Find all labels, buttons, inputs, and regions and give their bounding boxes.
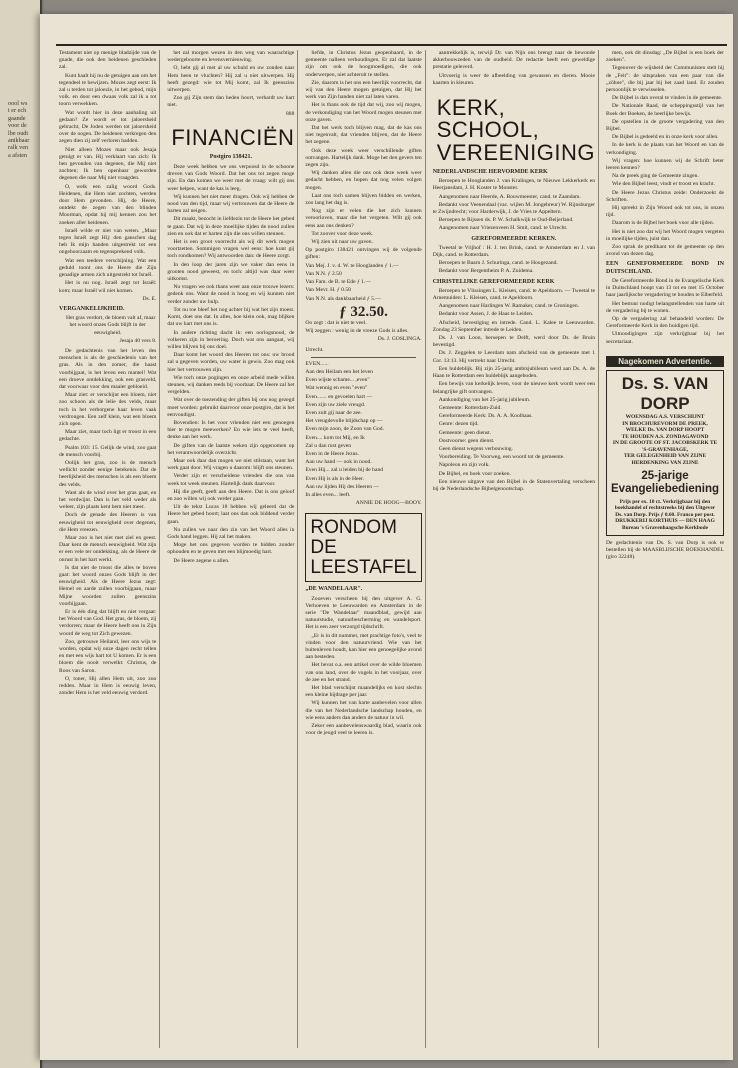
paragraph: Na de preek ging de Gemeente zingen. (612, 173, 699, 180)
paragraph: Beroepen te Rijssen ds. P. W. Schalkwijk te Oud-Beijerland. (438, 217, 574, 224)
ad-line: IN DE GROOTE OF ST. JACOBSKERK TE 'S-GRAVENHAGE, (612, 440, 718, 453)
rondom-de-leestafel-box (305, 513, 421, 582)
paragraph: Geen dienst wegens verbouwing. (438, 445, 513, 452)
box-title-line-1: RONDOM (310, 517, 397, 539)
column-3-sign: Ds. J. GOSLINGA. (377, 336, 422, 343)
previous-page-line: oool ws (8, 100, 28, 107)
paragraph: Wij vragen: hoe kunnen wij de Schrift beter leeren kennen? (606, 157, 724, 172)
column-3 (302, 50, 425, 1048)
colofon-text: De gedachtenis van Ds. S. van Dorp is ook te bestellen bij de MAASBLIJSCHE BOEKHANDEL (giro 32248). (606, 539, 724, 561)
paragraph: Daar komt het woord des Heeren tot ons: uw brood zal u gegeven worden, uw water is gewis. Zoo mag ook hier het vertrouwen zijn. (167, 352, 295, 373)
paragraph: Maar zoo is het niet met ziel en geest. Daar kent de mensch eeuwigheid. Wat zijn er een vele ter ontdekking, als de Heere de onrust in het hart werkt. (59, 535, 157, 563)
ad-footer (611, 499, 719, 532)
poem-line: Aan den Heilam een het leven (305, 368, 373, 375)
paragraph: Een bewijs van kerkelijk leven, voor de nieuwe kerk wordt weer een belangrijke gift ontvangen. (432, 381, 595, 395)
paragraph: Daarom is de Bijbel het boek voor alle tijden. (612, 220, 715, 227)
paragraph: In de kerk is de plaats van het Woord en van de verkondiging. (606, 142, 724, 156)
column-2 (164, 50, 298, 1048)
poem-line: Even Hij is als in de Heer. (305, 475, 364, 482)
ad-line: TE HOUDEN A.S. ZONDAGAVOND (621, 433, 709, 440)
previous-page-edge (0, 0, 42, 1068)
poem-line: Wat wennig en even "even" (305, 385, 368, 392)
paragraph: Tegenover de wijsheid der Communisten stelt hij de „Feit": de uitspraken van een paar van die „zöhne", die bij jaar bij het zaad land. Er zouden persoonlijk te verwisselen. (606, 65, 724, 94)
paragraph: Gereformeerde Kerk: Ds. A. A. Koolhaas. (438, 413, 533, 420)
ad-line: IN BROCHUREVORM DE PREEK, (622, 420, 708, 427)
column-3-paragraphs (305, 50, 421, 246)
paragraph: In andere richting dacht ik: een oorlogsnood, de volkeren zijn in beroering. Doch wat ons aangaat, wij willen blijven bij ons doel. (167, 329, 295, 350)
ad-footer-line: DRUKKERIJ KORTHUIS — DEN HAAG (615, 518, 715, 525)
paragraph: Er is één ding dat blijft en niet vergaat: het Woord van God. Het gras, de bloem, zij verdorren; maar de Heere heeft ons in Zijn woord de weg tot Zich gewezen. (59, 609, 157, 637)
paragraph: Uitvoerig is weer de afbeelding van gewassen en dieren. Mooie kaarten in kleuren. (432, 72, 595, 86)
gift-line: Van Fam. de B. te Ede ƒ 1.— (305, 279, 371, 286)
paragraph: Wat een teedere verschijning. Wat een geduld toont ons de Heere die Zijn genadige armen zich uitgestrekt tot Israël. (59, 257, 157, 279)
paragraph: Wij kunnen het van harte aanbevelen voor allen die van het Nederlandsche landschap houden, en wie eens anders dan anders de natuur in wil. (305, 700, 422, 721)
paragraph: Israël wilde er niet van weten. „Maar tegen Israël zegt Hij: den ganschen dag heb Ik mijn handen uitgestrekt tot een ongehoorzaam en tegensprekend volk. (59, 227, 157, 256)
columns (56, 50, 727, 1048)
paragraph: De giften van de laatste weken zijn opgenomen op het verantwoordelijk overzicht. (167, 442, 295, 456)
paragraph: Psalm 103: 15. Gelijk de wind, zoo gaat de mensch voorbij. (59, 444, 157, 458)
poem-line: Even wijste schame... ,even" (305, 377, 370, 384)
paragraph: Bedankt voor Bergentheim P. A. Zuidema. (438, 268, 534, 275)
paragraph: De gedachtenis van het leven des menschen is als de geschiedenis van het gras. Als in den zomer, die haast voorbijgaat, is het leven een mantel! Wat een droeve ontdekking, ook een grasveld, dat voorwaar voor den maaier gebloeid. (59, 347, 157, 390)
paragraph: Zoo, getrouwe Heiland, leer ons wijs te worden, opdat wij onze dagen recht tellen en met een wijs hart tot U komen. Er is een bloem die nooit verwelkt: Christus, de Roos van Saron. (59, 638, 157, 674)
ad-lines (611, 414, 719, 467)
paragraph: Wij zien uit naar uw gaven. (311, 239, 373, 246)
paragraph: Het is niet zoo dat wij het Woord mogen vergeten in moeilijke tijden, juist dan. (606, 228, 724, 242)
paragraph: Tot zoover voor deze week. (311, 230, 374, 237)
paragraph: Wie toch onze pogingen en onze arbeid mede willen steunen, wij danken reeds bij voorbaat. De Heere zal het vergelden. (167, 374, 295, 396)
previous-page-column (0, 0, 40, 159)
paragraph: liefde, in Christus Jezus geopenbaard, in de gemeente nalleen verhoudingen. Er zal dat laatste zijn om ook de hoogmoedigen, die ook onderwerpen, niet achteruit te stellen. (305, 50, 422, 78)
previous-page-line: anikbaar (8, 137, 30, 145)
column-4-top-paragraphs (433, 50, 595, 87)
paragraph: Beroepen te Vlissingen L. Kleisen, cand. te Apeldoorn. — Tweetal te Arnemuiden: L. Kleisen, cand. te Apeldoorn. (432, 287, 595, 302)
paragraph: Laat ons toch samen blijven bidden en werken, zoo lang het dag is. (305, 192, 422, 207)
paragraph: Het is een groot voorrecht als wij dit werk mogen voortzetten. Sommigen vragen wel eens: hoe kunt gij toch rondkomen? Wij antwoorden dan: de Heere zorgt. (167, 239, 295, 260)
ad-line: WELKE Ds. VAN DORP HOOPT (625, 427, 705, 434)
paragraph: Nu zullen we naar den zin van het Woord alles in Gods hand leggen. Hij zal het maken. (167, 526, 295, 540)
paragraph: Maar ziet: er verschijnt een bloem, niet zoo schoon als de lelie des velds, maar toch in het verborgene haar leven vaak verdrongen. Een zelf klein, wat een bloem zich open. (59, 392, 157, 427)
ad-footer-line: Prijs per ex. 10 ct. Verkrijgbaar bij den boekhandel of rechtstreeks bij den Uitgever Ds. van Dorp. Prijs ƒ 0.60. Franco per post. (614, 498, 716, 518)
poem-reference: Jesaja 40 vers 8. (119, 337, 157, 344)
paragraph: Hij die geeft, geeft aan den Heere. Dat is ons geloof en zoo willen wij ook verder gaan. (167, 488, 295, 502)
poem-line: Even Hij... zal u leiden bij de hand (305, 467, 384, 474)
subhead-gereformeerde-bond: EEN GENEFORMEERDE BOND IN DUITSCHLAND. (606, 261, 724, 275)
ad-name: Ds. S. VAN DORP (621, 373, 709, 413)
paragraph: Uitnoodigingen zijn verkrijgbaar bij het secretariaat. (606, 331, 724, 345)
paragraph: Aangenomen naar Vriezenveen H. Smit, cand. te Utrecht. (438, 225, 568, 232)
paragraph: De Heere zegene u allen. (173, 557, 230, 564)
ad-line: WOENSDAG A.S. VERSCHIJNT (625, 413, 705, 420)
section-title-vergankelijkheid: VERGANKELIJKHEID. (59, 305, 125, 312)
previous-page-line: ralk ven (8, 144, 29, 152)
paragraph: De Bijbel, en boek voor zoeken. (438, 470, 511, 477)
paragraph: Nu vragen we ook thans weer aan onze trouwe lezers: gedenk ons. Want de nood is hoog en wij kunnen niet verder zonder uw hulp. (167, 284, 295, 305)
paragraph: De Heere Jezus Christus zeide: Onderzoekt de Schriften. (606, 189, 724, 203)
paragraph: Ds. J. van Loon, beroepen te Delft, werd door Ds. de Bruin bevestigd. (432, 335, 595, 349)
paragraph: Dat het werk toch blijven mag, dat de kas ons niet tegenvalt, dat vrienden blijven, dat de Heere het zegene. (305, 125, 422, 146)
paragraph: Oolijk het gras, zoo is de mensch wellicht zonder eenige betekenis. Dat de heerlijkheid des menschen is als een bloem des velds. (59, 459, 157, 488)
column-5-paragraphs-2 (606, 278, 724, 346)
paragraph: Voorbereiding. Te Voorweg, een woord tot de gemeente. (438, 454, 565, 461)
paragraph: Het blad verschijnt maandelijks en kost slechts een kleine bijdrage per jaar. (305, 685, 422, 699)
paragraph: Hij spreekt in Zijn Woord ook tot ons, in onzen tijd. (606, 205, 724, 219)
paragraph: O, hebt gij al met al uw schuld en uw zonden naar Hem heen te vluchten? Hij zal u niet uitwerpen. Hij heeft gezegd: wie tot Mij komt, zal Ik geenszins uitwerpen. (167, 65, 295, 94)
paragraph: De Bijbel is gedeeld en in onze kerk voor allen. (612, 134, 719, 141)
poem-sign: ANNIE DE HOOG—BOOY. (355, 500, 422, 507)
paragraph: Wie den Bijbel leest, vindt er troost en kracht. (612, 181, 715, 188)
paragraph: O, toner, Hij allen Hem uit, zoo zoo redden. Maar in Hem is eeuwig leven, zonder Hem is het veld eeuwig verdord. (59, 675, 157, 697)
subhead-gereformeerde-kerken: GEREFORMEERDE KERKEN. (471, 235, 557, 242)
paragraph: het zal morgen wezen in den weg van waarachtige wedergeboorte en levensvernieuwing. (167, 50, 295, 64)
paragraph: Wij danken allen die ons ook deze week weer gedacht hebben, en hopen dat nog velen volgen mogen. (305, 170, 422, 191)
paragraph: Zoo gij Zijn stem dan heden hoort, verhardt uw hart niet. (167, 95, 295, 109)
ad-headline: 25-jarige Evangeliebediening (611, 469, 719, 495)
giften-list (305, 263, 421, 303)
paragraph: Bedankt voor Assen, J. de Haas te Leiden. (438, 311, 534, 318)
paragraph: Nog zijn er velen die het zich kunnen veroorloven, maar die het vergeten. Wilt gij ook eens aan ons denken? (305, 208, 422, 229)
leestafel-subhead: „DE WANDELAAR". (305, 586, 363, 593)
column-1-sign: Ds. E. (142, 295, 157, 302)
advertisement-title: Nagekomen Advertentie. (606, 356, 724, 367)
column-1 (56, 50, 160, 1048)
paragraph: Het bevat o.a. een artikel over de wilde bloemen van ons land, over de vogels in het voorjaar, over de zee en het strand. (305, 662, 422, 683)
paragraph: Uit de tekst Lucas 18 hebben wij geleerd dat de Heere het gebed hoort; laat ons dan ook biddend verder gaan. (167, 504, 295, 525)
poem-line: Even....... en gevoelen hart — (305, 393, 373, 400)
column-4-section-3 (433, 288, 595, 493)
poem-quote: Het gras verdort, de bloem valt af, maar het woord onzes Gods blijft in der eeuwigheid. (66, 315, 156, 336)
ad-footer-line: Bureau 's Gravenhaagsche Kerkbode (621, 525, 708, 532)
paragraph: Wat wordt hier in deze aanhaling uit gedaan? Ze wordt er tot jaloersheid gebracht, De Joden werden tot jaloersheid over de oogen. De heidenen verkregen den zegen dien zij zelf verloren hadden. (59, 109, 157, 145)
column-2-paragraphs (167, 164, 294, 565)
paragraph: Een nieuwe uitgave van den Bijbel in de Statenvertaling verscheen bij de Nederlandsche Bijbelgenootschap. (432, 478, 595, 492)
paragraph: Beroepen te Hooglanden J. van Kralingen, te Nieuwe Lekkerkerk en Heerjansdam, J. H. Koster te Monster. (432, 178, 595, 192)
heading-kerk-school: KERK, SCHOOL, (436, 95, 540, 143)
column-3-sign-place: Utrecht. (305, 346, 324, 353)
poem-even (305, 361, 421, 499)
subhead-christelijke-gereformeerde-kerk: CHRISTELIJKE GEREFORMEERDE KERK (432, 278, 555, 285)
paragraph: Verder zijn er verscheidene vrienden die ons van week tot week steunen. Hartelijk dank daarvoor. (167, 473, 295, 487)
paragraph: Zeker een aanbevelenswaardig blad, waarin ook voor de jeugd veel te leeren is. (305, 723, 422, 737)
previous-page-line: voor de (8, 122, 27, 130)
ad-line: HERDENKING VAN ZIJNE (631, 460, 699, 467)
paragraph: men, ook dit dinsdag: „De Bijbel is een boek der zoeken". (606, 50, 724, 64)
paragraph: Maar ziet, maar toch ligt er troost in een gedachte. (59, 429, 157, 443)
subhead-hervormde-kerk: NEDERLANDSCHE HERVORMDE KERK (432, 169, 548, 176)
column-2-top-paragraphs (167, 50, 294, 110)
paragraph: Een huldeblijk. Bij zijn 25-jarig ambtsjubileum werd aan Ds. A. de Haan te Rotterdam een huldeblijk aangeboden. (432, 365, 595, 380)
column-2-top-sign: 888 (286, 110, 295, 117)
paragraph: Ook deze week weer verschillende giften ontvangen. Hartelijk dank. Moge het den gevers ten zegen zijn. (305, 147, 422, 169)
paragraph: De Nationale Raad, de scheppingsstijl van het Boek der Boeken, de heerlijke bewijs. (606, 103, 724, 117)
paragraph: Gemeente: geen dienst. (438, 429, 492, 436)
top-rule (56, 44, 727, 46)
total-amount: ƒ 32.50. (339, 303, 388, 320)
paragraph: Het is thans ook de tijd dat wij, zoo wij mogen, de verkondiging van het Woord mogen steunen met onze gaven. (305, 102, 422, 123)
paragraph: In den loop der jaren zijn we vaker dan eens in grooten nood geweest, en toch: altijd was daar weer uitkomst. (167, 261, 295, 283)
previous-page-line: t er ech (8, 107, 27, 115)
column-4 (430, 50, 599, 1048)
column-1-intro: Testament niet op menige bladzijde van de gnade, die ook den heidenen geschieden zal. (59, 50, 157, 71)
paragraph: De Bijbel is dan overal te vinden in de gemeente. (612, 95, 723, 102)
paragraph: Het bestuur nodigt belangstellenden van harte uit de vergadering bij te wonen. (606, 300, 724, 314)
paragraph: Beroepen te Baarn J. Schuringa, cand. te Hoogezand. (438, 260, 558, 267)
poem-line: Aan uw hand — ook in nood. (305, 459, 372, 466)
amount-text: Wij zeggen : wenig in de vreeze Gods is alles. (305, 328, 409, 335)
previous-page-line: gaande (8, 114, 26, 122)
paragraph: Aangenomen naar Heerde, A. Bouwmeester, cand. te Zaandam. (438, 193, 581, 200)
gift-line: Van N.N. als dankbaarheid ƒ 5.— (305, 295, 381, 302)
paragraph: Moge het ons gegeven worden te bidden zonder ophouden en te geven met een blijmoedig hart. (167, 542, 295, 556)
column-1-paragraphs-2 (59, 348, 156, 698)
poem-line: Aan uw lijden Hij des Heeren — (305, 483, 380, 490)
paragraph: Zie, daarom is het ons een heerlijk voorrecht, dat wij van den Heere mogen getuigen, dat Hij het werk van Zijn handen niet zal laten varen. (305, 79, 422, 101)
poem-line: Zal u dan rust geven (305, 442, 352, 449)
column-5 (603, 50, 727, 1048)
paragraph: Dit maakt, bezocht in liefdezin tot de Heere het gebed te gaan. Dat wij in deze moeilijke tijden de nood zullen zien en ook dat er harten zijn die ons willen steunen. (167, 216, 295, 237)
column-4-section-1 (433, 178, 595, 232)
paragraph: Maar ook daar dan mogen we niet stilstaan, want het werk gaat door. Wij vragen u daarom: blijft ons steunen. (167, 457, 295, 472)
amount-caption: Oo zegt : dat is niet te veel. (305, 319, 367, 326)
column-1-paragraphs (59, 73, 156, 295)
paragraph: Afscheid, bevestiging en intrede. Cand. L. Kalee te Leeuwarden. Zondag 23 September intrede te Leiden. (432, 319, 595, 333)
newspaper-page (40, 14, 733, 1060)
paragraph: Wat over de toezending der giften bij ons nog gezegd moet worden: gebruikt daarvoor onze postgiro, dat is het eenvoudigst. (167, 397, 295, 418)
paragraph: „Er is in dit nummer, met prachtige foto's, veel te vinden voor den natuurvriend. Wie van het buitenleven houdt, kan hier een genoegelijke avond aan besteden. (305, 632, 422, 661)
paragraph: Het is nu nog. Israël zegt tot Israël: kom; maar Israël wil niet komen. (59, 280, 157, 294)
paragraph: De opstellen in de groote vergadering van den Bijbel. (606, 118, 724, 133)
previous-page-line: lbe oudt (8, 129, 29, 137)
poem-line: Even zult gij naar de zee. (305, 409, 362, 416)
paragraph: Op de vergadering zal behandeld worden: De Gereformeerde Kerk in den huidigen tijd. (606, 315, 724, 330)
paragraph: Tot nu toe bleef het nog achter bij wat het zijn moest. Komt, doet ons dat. In alles, hoe klein ook, mag blijken dat uw hart met ons is. (167, 306, 295, 328)
gift-line: Van N.N. ƒ 2.50 (305, 270, 342, 277)
previous-page-line: a afsten (8, 151, 28, 159)
paragraph: Oostvoorne: geen dienst. (438, 437, 495, 444)
heading-vereeniging: VEREENIGING (436, 140, 595, 166)
paragraph: Niet alleen Mozes maar ook Jesaja getuigt er van. Hij verklaart van zich: Ik ben gevonden van degenen, die Mij niet zochten; Ik ben openbaar geworden degenen die naar Mij niet vraagden. (59, 146, 157, 182)
column-5-paragraphs (606, 50, 724, 258)
paragraph: Doch de genade des Heeren is van eeuwigheid tot eeuwigheid over degenen, die Hem vreezen. (59, 512, 157, 533)
poem-line: Even mijn zoon, de Zoon van God. (305, 426, 384, 433)
paragraph: De Gereformeerde Bond in de Evangelische Kerk in Duitschland hoopt van 13 tot en met 15 October haar jaarlijksche vergadering te houden te Elberfeld. (606, 277, 724, 299)
paragraph: Aankondiging van het 25-jarig jubileum. (438, 396, 531, 403)
paragraph: Aangenomen naar Harlingen W. Ramaker, cand. te Groningen. (438, 303, 580, 310)
paragraph: Bovendien: Is het voor vrienden niet een genoegen hier te mogen meewerken? En wie iets te veel heeft, denke aan het werk. (167, 419, 295, 441)
paragraph: Zooeven verscheen bij den uitgever A. G. Verhoeven te Leeuwarden en Amsterdam in de serie "De Wandelaar" maandblad, gewijd aan natuurstudie, natuurbescherming en wandelsport. Het is een zeer verzorgd tijdschrift. (305, 595, 422, 631)
paragraph: Is dat niet de troost die alles te boven gaat: het woord onzes Gods blijft in der eeuwigheid. Als de Heere Jezus zegt: Hemel en aarde zullen voorbijgaan, maar Mijne woorden zullen geenszins voorbijgaan. (59, 564, 157, 607)
paragraph: Ds. J. Zeggelen te Leerdam nam afscheid van de gemeente met 1 Cor. 13:13. Hij vertrekt naar Utrecht. (432, 350, 595, 364)
gift-line: Van Mevr. H. ƒ 0.50 (305, 287, 351, 294)
paragraph: O, welk een zalig woord Gods. Heidenen, die Hem niet zochten, werden door Hem gevonden. Hij, de Heere, ontdekt de zegen van den blinden Moorman, opdat hij mij kennen zou het zoeken aller heidenen. (59, 183, 157, 226)
advertisement-box (606, 370, 724, 536)
gift-line: Van Mej. J. v. d. W. te Hooglanden ƒ 1.— (305, 262, 399, 269)
poem-line: Even zijn uw ziele vreugd. (305, 401, 366, 408)
poem-line: Even.... kom tot Mij, en Ik (305, 434, 365, 441)
paragraph: Genre: dezen tijd. (438, 421, 479, 428)
postgiro-subtitle: Postgiro 138421. (209, 153, 252, 160)
poem-line: Het vreugdevolle blijdschap op — (305, 418, 383, 425)
poem-line: EVEN...... (305, 360, 329, 367)
paragraph: Want als de wind over het gras gaat, en het verdwijnt. Dan is het veld weder als weleer, zijn plaats kent hem niet meer. (59, 489, 157, 511)
poem-line: Even in de Heere Jezus. (305, 450, 359, 457)
giften-intro: Op postgiro 138421 ontvingen wij de volgende giften: (305, 247, 422, 261)
column-4-section-2 (433, 245, 595, 276)
heading-financien: FINANCIËN (171, 124, 295, 150)
paragraph: Kunt haalt hij nu de getuigen aan om het tegendeel te bewijzen. Mozes zegt eerst: Ik zal u terden tot jaloezie, in het gebod, mijn volk. en door een dwaas volk zal ik u tot toorn verwekken. (59, 72, 157, 108)
ad-line: TER GELEGENHEID VAN ZIJNE (623, 453, 707, 460)
paragraph: Bedankt voor Veenendaal (vac. wijlen M. Jongebreur) W. Rijnsburger te Zwijndrecht; voor Harderwijk, J. de Vries te Appeltern. (432, 201, 595, 216)
poem-line: In alles even... leeft. (305, 491, 351, 498)
paragraph: aantrekkelijk is, terwijl Dr. van Nijn ons brengt naar de bewonde akkerbouwzeden van de oudheid. De redactie heeft een geweldige prestatie geleverd. (432, 50, 595, 71)
paragraph: Zoo sprak de predikant tot de gemeente op den avond van dezen dag. (606, 244, 724, 258)
box-title-line-2: DE LEESTAFEL (310, 537, 417, 579)
paragraph: Deze week hebben we ons verpoosd in de schoone dreven van Gods Woord. Dat het ons tot zegen moge zijn. En dan komen we weer met de vraag: wilt gij ons weer helpen, want de kas is leeg. (167, 164, 295, 192)
paragraph: Napoleon en zijn volk. (438, 462, 490, 469)
divider (311, 357, 415, 358)
paragraph: Tweetal te Vrijhof : H. J. ten Brink, cand. te Amsterdam en J. van Dijk, cand. te Rotterdam. (432, 244, 595, 259)
paragraph: Wij kunnen het niet meer dragen. Ook wij hebben de nood van den tijd, maar wij vertrouwen dat de Heere de harten zal neigen. (167, 193, 295, 215)
paragraph: Gemeente: Rotterdam-Zuid. (438, 404, 502, 411)
leestafel-paragraphs (305, 596, 421, 738)
